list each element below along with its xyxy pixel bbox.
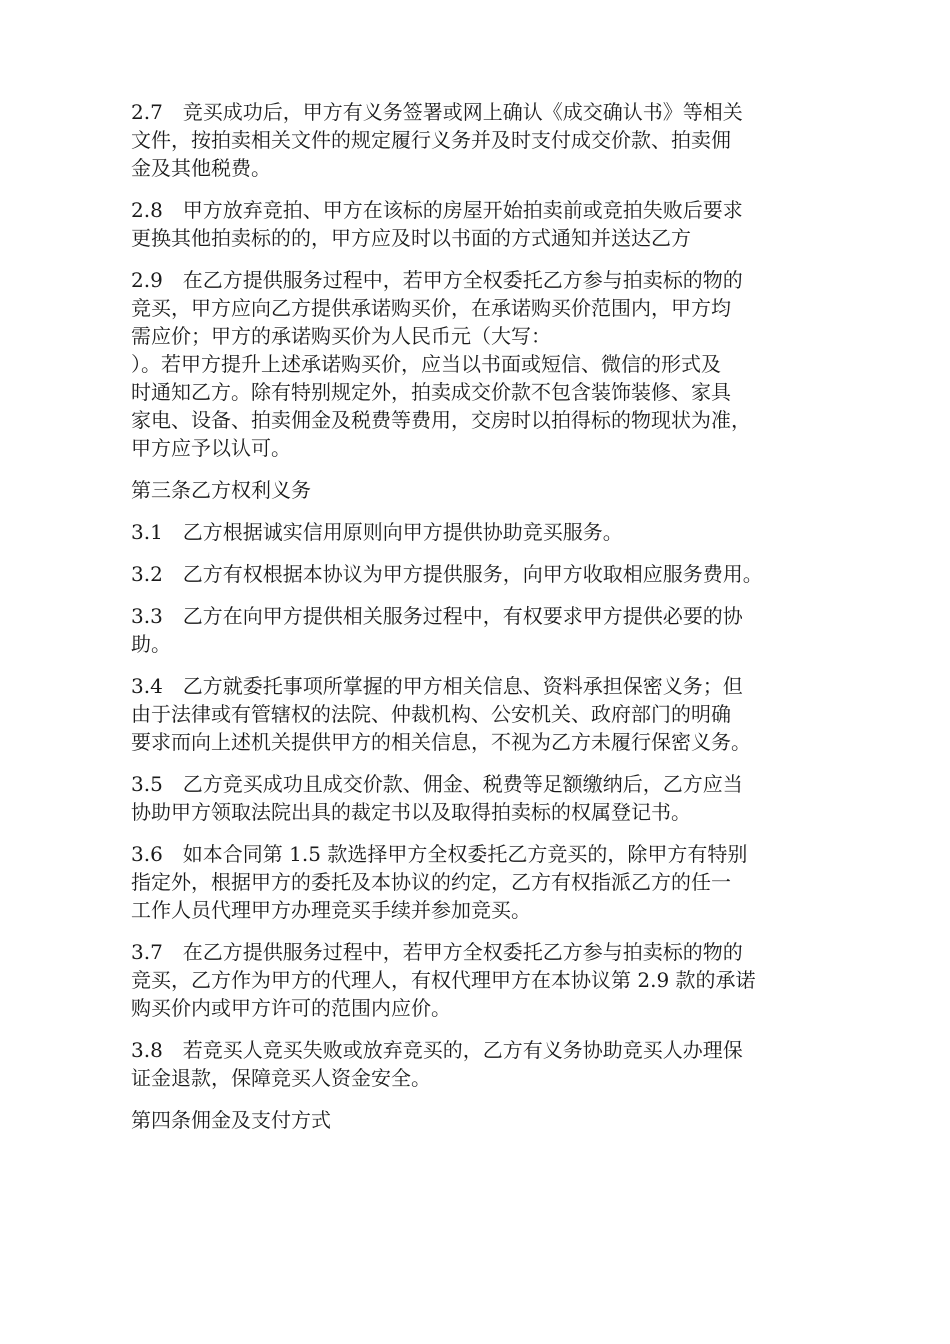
clause-2-9: 2.9 在乙方提供服务过程中，若甲方全权委托乙方参与拍卖标的物的 竞买，甲方应向乙方提供承诺购买价，在承诺购买价范围内，甲方均 需应价；甲方的承诺购买价为人民币元（大写： ）。若甲方提升上述承诺购买价，应当以书面或短信、微信的形式及 时通知乙方。除有特别规定外，拍卖成交价款不包含装饰装修、家具 家电、设备、拍卖佣金及税费等费用，交房时以拍得标的物现状为准， 甲方应予以认可。 bbox=[131, 268, 751, 460]
clause-2-8: 2.8 甲方放弃竞拍、甲方在该标的房屋开始拍卖前或竞拍失败后要求 更换其他拍卖标的的，甲方应及时以书面的方式通知并送达乙方 bbox=[131, 198, 743, 250]
section-heading-article-3: 第三条乙方权利义务 bbox=[131, 478, 311, 502]
document-page bbox=[131, 98, 821, 1148]
clause-3-8: 3.8 若竞买人竞买失败或放弃竞买的，乙方有义务协助竞买人办理保 证金退款，保障竞买人资金安全。 bbox=[131, 1038, 743, 1090]
clause-3-4: 3.4 乙方就委托事项所掌握的甲方相关信息、资料承担保密义务；但 由于法律或有管辖权的法院、仲裁机构、公安机关、政府部门的明确 要求而向上述机关提供甲方的相关信息，不视为乙方未履行保密义务。 bbox=[131, 674, 751, 754]
clause-3-3: 3.3 乙方在向甲方提供相关服务过程中，有权要求甲方提供必要的协 助。 bbox=[131, 604, 743, 656]
clause-3-2: 3.2 乙方有权根据本协议为甲方提供服务，向甲方收取相应服务费用。 bbox=[131, 562, 763, 586]
clause-3-1: 3.1 乙方根据诚实信用原则向甲方提供协助竞买服务。 bbox=[131, 520, 623, 544]
clause-3-5: 3.5 乙方竞买成功且成交价款、佣金、税费等足额缴纳后，乙方应当 协助甲方领取法院出具的裁定书以及取得拍卖标的权属登记书。 bbox=[131, 772, 743, 824]
section-heading-article-4: 第四条佣金及支付方式 bbox=[131, 1108, 331, 1132]
clause-2-7: 2.7 竞买成功后，甲方有义务签署或网上确认《成交确认书》等相关 文件，按拍卖相关文件的规定履行义务并及时支付成交价款、拍卖佣 金及其他税费。 bbox=[131, 100, 743, 180]
clause-3-6: 3.6 如本合同第 1.5 款选择甲方全权委托乙方竞买的，除甲方有特别 指定外，根据甲方的委托及本协议的约定，乙方有权指派乙方的任一 工作人员代理甲方办理竞买手续并参加竞买。 bbox=[131, 842, 748, 922]
clause-3-7: 3.7 在乙方提供服务过程中，若甲方全权委托乙方参与拍卖标的物的 竞买，乙方作为甲方的代理人，有权代理甲方在本协议第 2.9 款的承诺 购买价内或甲方许可的范围内应价。 bbox=[131, 940, 756, 1020]
